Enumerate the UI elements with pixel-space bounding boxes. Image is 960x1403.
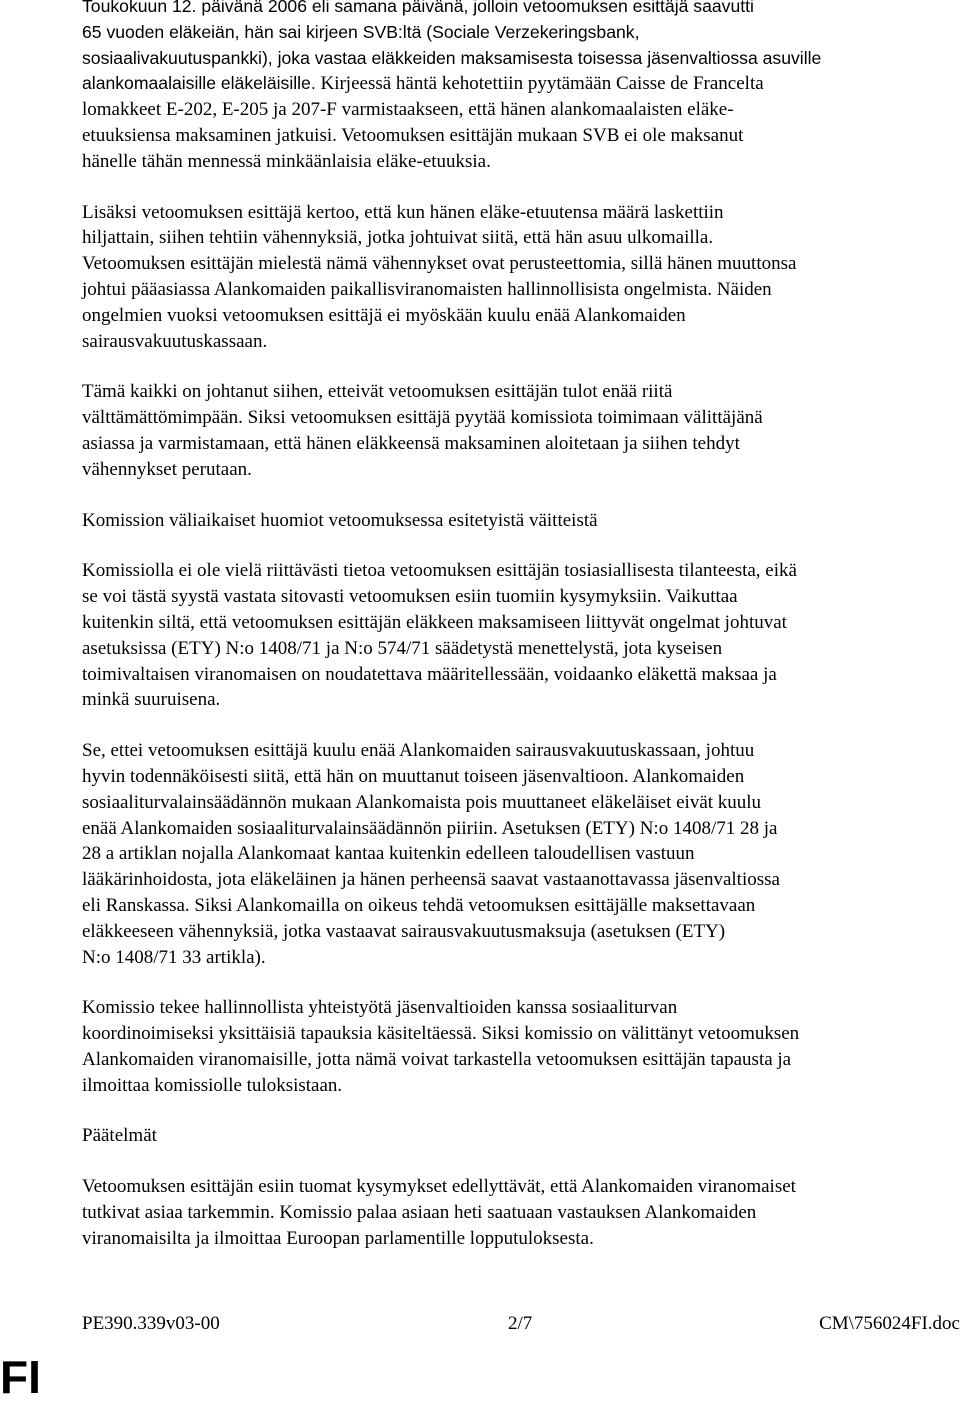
paragraph-1-serif-part: Kirjeessä häntä kehotettiin pyytämään Caisse de Francelta lomakkeet E-202, E-205 ja 207-F varmistaakseen, että hänen alankomaalaisten eläke- etuuksiensa maksaminen jatkuisi. Vetoomuksen esittäjän mukaan SVB ei ole maksanut hänelle tähän mennessä minkäänlaisia eläke-etuuksia. [82, 73, 764, 172]
paragraph-5: Se, ettei vetoomuksen esittäjä kuulu enää Alankomaiden sairausvakuutuskassaan, johtuu hyvin todennäköisesti siitä, että hän on muuttanut toiseen jäsenvaltioon. Alankomaiden sosiaaliturvalainsäädännön mukaan Alankomaista pois muuttaneet eläkeläiset eivät kuulu enää Alankomaiden sosiaaliturvalainsäädännön piiriin. Asetuksen (ETY) N:o 1408/71 28 ja 28 a artiklan nojalla Alankomaat kantaa kuitenkin edelleen taloudellisen vastuun lääkärinhoidosta, jota eläkeläinen ja hänen perheensä saavat vastaanottavassa jäsenvaltiossa eli Ranskassa. Siksi Alankomailla on oikeus tehdä vetoomuksen esittäjälle maksettavaan eläkkeeseen vähennyksiä, jotka vastaavat sairausvakuutusmaksuja (asetuksen (ETY) N:o 1408/71 33 artikla). [82, 740, 780, 968]
paragraph-1 [82, 0, 956, 175]
document-page [82, 0, 956, 1252]
paragraph-1-sans-part: Toukokuun 12. päivänä 2006 eli samana päivänä, jolloin vetoomuksen esittäjä saavutti 65 vuoden eläkeiän, hän sai kirjeen SVB:ltä (Sociale Verzekeringsbank, sosiaalivakuutuspankki), joka vastaa eläkkeiden maksamisesta toisessa jäsenvaltiossa asuville alankomaalaisille eläkeläisille. [82, 0, 822, 94]
footer-file-name: CM\756024FI.doc [819, 1313, 960, 1334]
paragraph-6: Komissio tekee hallinnollista yhteistyötä jäsenvaltioiden kanssa sosiaaliturvan koordinoimiseksi yksittäisiä tapauksia käsiteltäessä. Siksi komissio on välittänyt vetoomuksen Alankomaiden viranomaisille, jotta nämä voivat tarkastella vetoomuksen esittäjän tapausta ja ilmoittaa komissiolle tuloksistaan. [82, 997, 800, 1096]
page-footer [82, 1311, 960, 1337]
paragraph-4: Komissiolla ei ole vielä riittävästi tietoa vetoomuksen esittäjän tosiasiallisesta tilanteesta, eikä se voi tästä syystä vastata sitovasti vetoomuksen esiin tuomiin kysymyksiin. Vaikuttaa kuitenkin siltä, että vetoomuksen esittäjän eläkkeen maksamiseen liittyvät ongelmat johtuvat asetuksissa (ETY) N:o 1408/71 ja N:o 574/71 säädetystä menettelystä, jota kyseisen toimivaltaisen viranomaisen on noudatettava määritellessään, voidaanko eläkettä maksaa ja minkä suuruisena. [82, 560, 797, 711]
paragraph-7: Vetoomuksen esittäjän esiin tuomat kysymykset edellyttävät, että Alankomaiden viranomaiset tutkivat asiaa tarkemmin. Komissio palaa asiaan heti saatuaan vastauksen Alankomaiden viranomaisilta ja ilmoittaa Euroopan parlamentille lopputuloksesta. [82, 1176, 796, 1249]
language-code: FI [0, 1351, 41, 1403]
footer-page-number: 2/7 [508, 1313, 533, 1334]
paragraph-2: Lisäksi vetoomuksen esittäjä kertoo, että kun hänen eläke-etuutensa määrä laskettiin hiljattain, siihen tehtiin vähennyksiä, jotka johtuivat siitä, että hän asuu ulkomailla. Vetoomuksen esittäjän mielestä nämä vähennykset ovat perusteettomia, sillä hänen muuttonsa johtui pääasiassa Alankomaiden paikallisviranomaisten hallinnollisista ongelmista. Näiden ongelmien vuoksi vetoomuksen esittäjä ei myöskään kuulu enää Alankomaiden sairausvakuutuskassaan. [82, 201, 797, 352]
section-heading-conclusions: Päätelmät [82, 1125, 157, 1147]
paragraph-3: Tämä kaikki on johtanut siihen, etteivät vetoomuksen esittäjän tulot enää riitä välttämättömimpään. Siksi vetoomuksen esittäjä pyytää komissiota toimimaan välittäjänä asiassa ja varmistamaan, että hänen eläkkeensä maksaminen aloitetaan ja siihen tehdyt vähennykset perutaan. [82, 381, 763, 480]
footer-doc-ref: PE390.339v03-00 [82, 1313, 220, 1334]
section-heading-preliminary-observations: Komission väliaikaiset huomiot vetoomuksessa esitetyistä väitteistä [82, 509, 598, 531]
